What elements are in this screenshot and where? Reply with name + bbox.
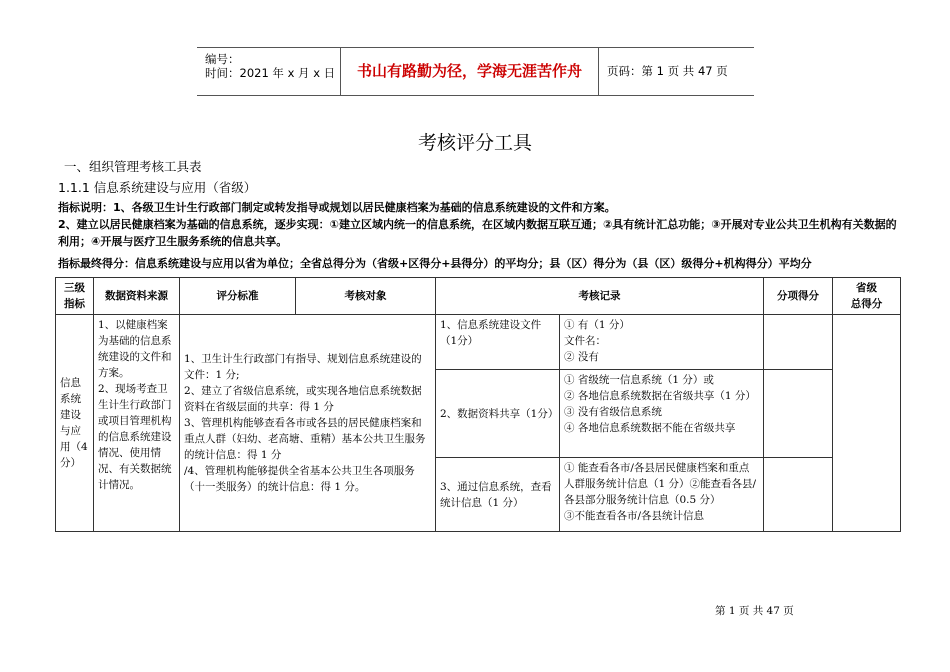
page-footer: 第 1 页 共 47 页 [715, 605, 794, 617]
col-header-source: 数据资料来源 [94, 278, 180, 315]
item-score-cell [764, 315, 833, 370]
record-cell: ① 省级统一信息系统（1 分）或 ② 各地信息系统数据在省级共享（1 分） ③ 没有省级信息系统 ④ 各地信息系统数据不能在省级共享 [560, 370, 764, 458]
item-score-cell [764, 370, 833, 458]
page-number-label: 页码：第 1 页 共 47 页 [607, 64, 728, 78]
header-motto: 书山有路勤为径，学海无涯苦作舟 [340, 48, 599, 95]
object-cell: 2、数据资料共享（1分） [436, 370, 560, 458]
col-header-prov-score: 省级 总得分 [833, 278, 901, 315]
object-cell: 1、信息系统建设文件（1分） [436, 315, 560, 370]
col-header-level3: 三级指标 [56, 278, 94, 315]
subsection-heading: 1.1.1 信息系统建设与应用（省级） [58, 180, 257, 195]
item-score-cell [764, 458, 833, 532]
page-header [197, 47, 754, 96]
criteria-cell: 1、卫生计生行政部门有指导、规划信息系统建设的文件：1 分; 2、建立了省级信息系统，或实现各地信息系统数据资料在省级层面的共享：得 1 分 3、管理机构能够查看各市或各县的居民健康档案和重点人群（妇幼、老高塘、重精）基本公共卫生服务的统计信息：得 1 分 /4、管理机构能够提供全省基本公共卫生各项服务（十一类服务）的统计信息：得 1 分。 [180, 315, 436, 532]
col-header-item-score: 分项得分 [764, 278, 833, 315]
table-header-row [56, 278, 901, 315]
col-header-object: 考核对象 [296, 278, 436, 315]
time-label: 时间：2021 年 x 月 x 日 [205, 66, 336, 80]
section-heading: 一、组织管理考核工具表 [64, 159, 202, 174]
code-label: 编号： [205, 52, 240, 66]
prov-score-cell [833, 315, 901, 532]
header-meta [197, 48, 340, 95]
indicator-description-1: 指标说明：1、各级卫生计生行政部门制定或转发指导或规划以居民健康档案为基础的信息系统建设的文件和方案。 [58, 201, 616, 214]
indicator-cell: 信息系统建设与应用（4分） [56, 315, 94, 532]
assessment-table [55, 277, 901, 532]
final-score-description: 指标最终得分：信息系统建设与应用以省为单位；全省总得分为（省级+区得分+县得分）的平均分；县（区）得分为（县（区）级得分+机构得分）平均分 [58, 257, 812, 270]
record-cell: ① 有（1 分） 文件名： ② 没有 [560, 315, 764, 370]
record-cell: ① 能查看各市/各县居民健康档案和重点人群服务统计信息（1 分）②能查看各县/各县部分服务统计信息（0.5 分） ③不能查看各市/各县统计信息 [560, 458, 764, 532]
table-row [56, 315, 901, 370]
indicator-description-2: 2、建立以居民健康档案为基础的信息系统，逐步实现：①建立区域内统一的信息系统，在区域内数据互联互通；②具有统计汇总功能；③开展对专业公共卫生机构有关数据的利用；④开展与医疗卫生服务系统的信息共享。 [58, 218, 897, 248]
col-header-criteria: 评分标准 [180, 278, 296, 315]
page-title: 考核评分工具 [417, 132, 532, 154]
object-cell: 3、通过信息系统，查看统计信息（1 分） [436, 458, 560, 532]
source-cell: 1、以健康档案为基础的信息系统建设的文件和方案。 2、现场考查卫生计生行政部门或项目管理机构的信息系统建设情况、使用情况、有关数据统计情况。 [94, 315, 180, 532]
col-header-record: 考核记录 [436, 278, 764, 315]
